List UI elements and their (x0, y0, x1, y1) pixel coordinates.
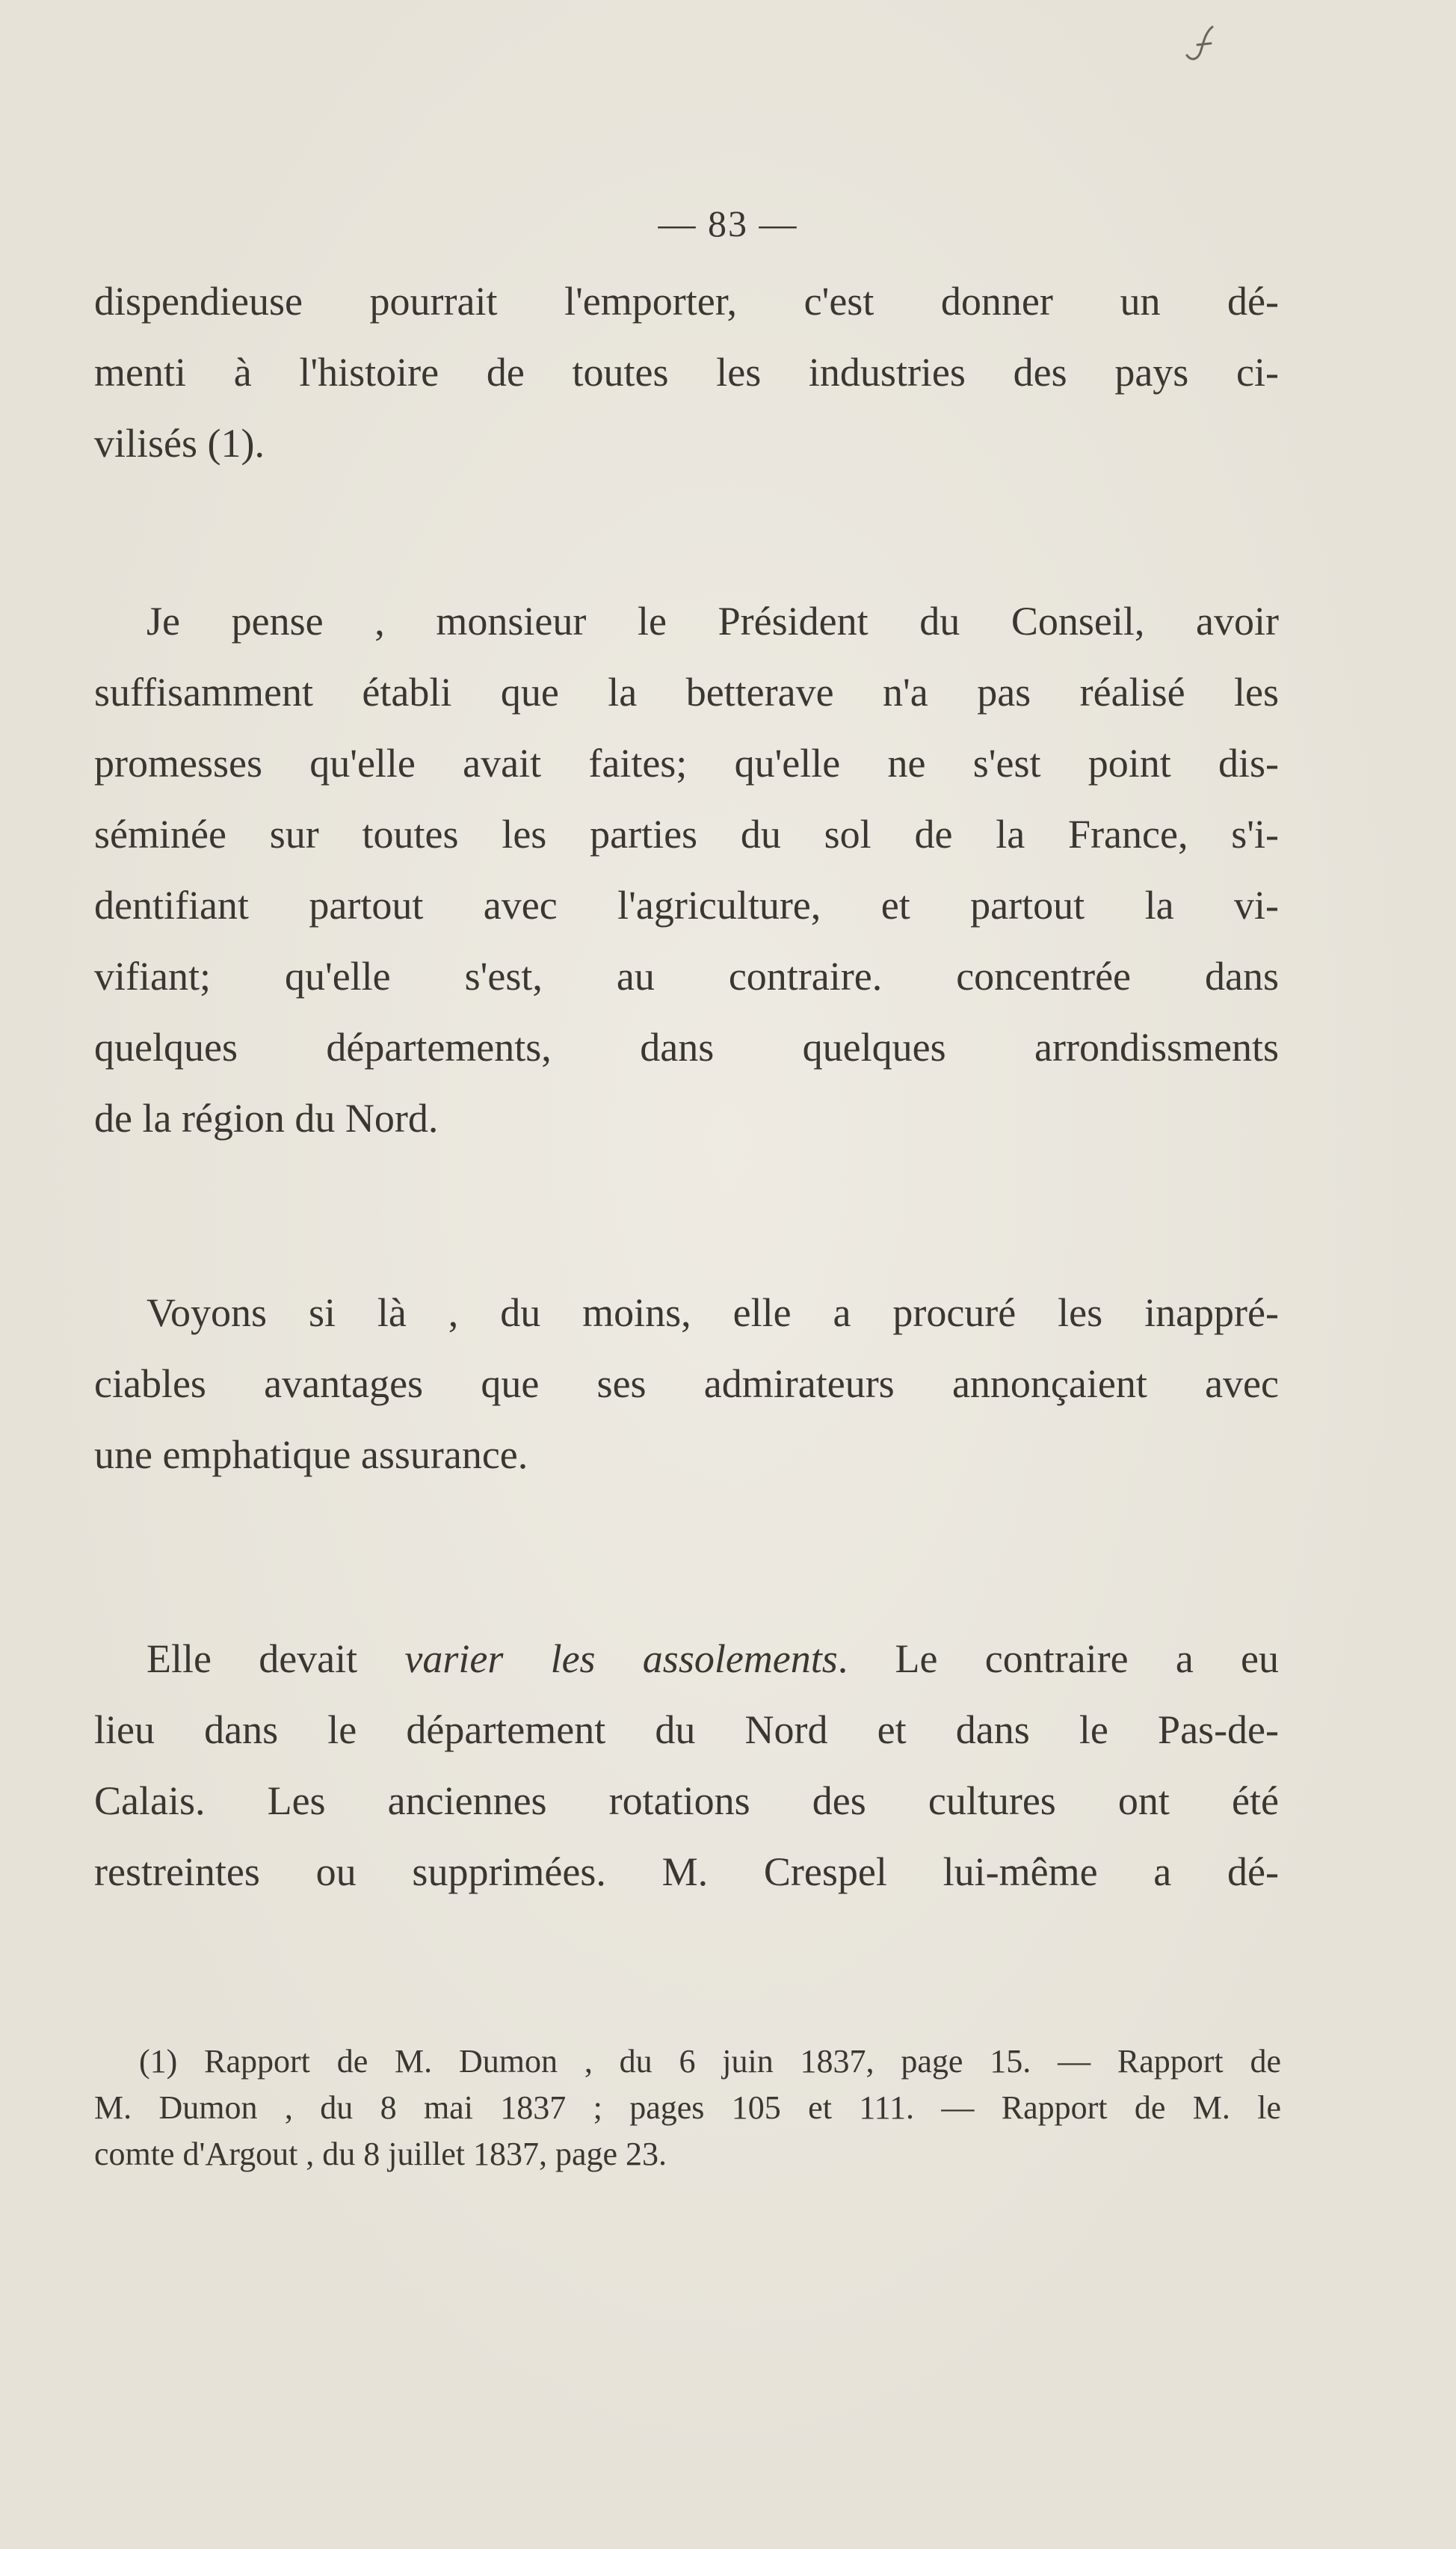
text-line: menti à l'histoire de toutes les industries des pays ci- (94, 350, 1279, 395)
footnote-line: (1) Rapport de M. Dumon , du 6 juin 1837, page 15. — Rapport de (139, 2043, 1281, 2080)
text-line: de la région du Nord. (94, 1096, 439, 1141)
text-line: dentifiant partout avec l'agriculture, et partout la vi- (94, 883, 1279, 928)
page-number: — 83 — (658, 203, 798, 244)
text-line: quelques départements, dans quelques arrondissments (94, 1025, 1279, 1070)
text-line: dispendieuse pourrait l'emporter, c'est donner un dé- (94, 279, 1279, 324)
italic-phrase: varier les assolements (404, 1636, 838, 1681)
footnote-line: M. Dumon , du 8 mai 1837 ; pages 105 et 111. — Rapport de M. le (94, 2089, 1281, 2126)
text-line: Voyons si là , du moins, elle a procuré les inappré- (146, 1290, 1279, 1335)
text-line: ciables avantages que ses admirateurs annonçaient avec (94, 1361, 1279, 1406)
text-line: séminée sur toutes les parties du sol de la France, s'i- (94, 812, 1279, 857)
text-line: vifiant; qu'elle s'est, au contraire. concentrée dans (94, 954, 1279, 999)
text-line: promesses qu'elle avait faites; qu'elle ne s'est point dis- (94, 741, 1279, 786)
paragraph-2 (94, 586, 1279, 1154)
text-line: Je pense , monsieur le Président du Conseil, avoir (146, 599, 1279, 644)
paragraph-1 (94, 266, 1279, 479)
footnote (94, 2038, 1281, 2177)
text-run: . Le contraire a eu (837, 1636, 1280, 1681)
text-line: vilisés (1). (94, 421, 265, 466)
text-line: suffisamment établi que la betterave n'a pas réalisé les (94, 670, 1279, 715)
text-line-with-italic (94, 1624, 1279, 1695)
text-line: lieu dans le département du Nord et dans le Pas-de- (94, 1707, 1279, 1752)
paragraph-4 (94, 1624, 1279, 1908)
text-line: Calais. Les anciennes rotations des cultures ont été (94, 1778, 1279, 1823)
handwritten-mark-icon (1182, 22, 1218, 67)
text-line: une emphatique assurance. (94, 1432, 528, 1477)
text-line: restreintes ou supprimées. M. Crespel lui-même a dé- (94, 1849, 1279, 1894)
paragraph-3 (94, 1277, 1279, 1491)
text-run: Elle devait (146, 1636, 405, 1681)
footnote-line: comte d'Argout , du 8 juillet 1837, page 23. (94, 2136, 667, 2172)
